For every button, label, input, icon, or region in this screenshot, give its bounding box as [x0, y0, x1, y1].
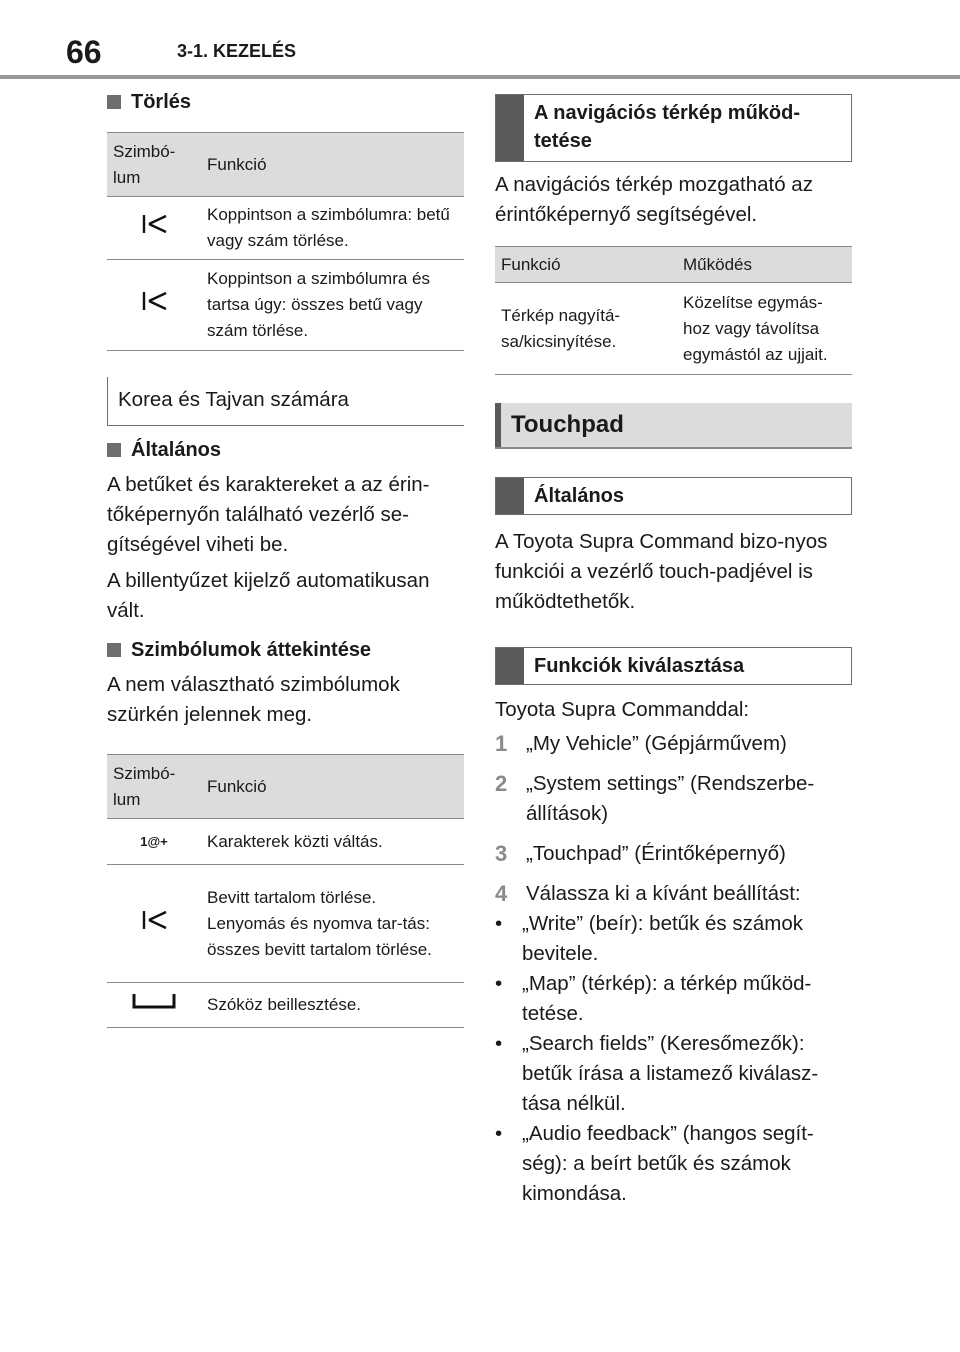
symbol-cell — [107, 260, 201, 351]
function-cell: Szóköz beillesztése. — [201, 983, 464, 1028]
chapter-box-touchpad — [495, 403, 852, 449]
backspace-icon — [139, 288, 169, 314]
chapter-title: 3-1. KEZELÉS — [177, 41, 297, 61]
section-heading-torles — [107, 88, 464, 116]
heading-text: Szimbólumok áttekintése — [131, 639, 372, 661]
symbol-cell — [107, 983, 201, 1028]
table-row — [107, 865, 464, 983]
table-header-symbol: Szimbó-lum — [107, 755, 201, 819]
section-heading-altalanos — [107, 436, 464, 464]
list-item — [495, 969, 852, 1029]
section-heading-szimbolumok — [107, 636, 464, 664]
paragraph: A billentyűzet kijelző automatikusan vált. — [107, 569, 430, 622]
symbols-overview-table — [107, 754, 464, 1028]
step-number: 3 — [495, 841, 508, 866]
step-text: „Touchpad” (Érintőképernyő) — [526, 842, 786, 865]
table-header-function: Funkció — [201, 755, 464, 819]
step-text: Válassza ki a kívánt beállítást: — [526, 882, 801, 905]
map-function-table — [495, 246, 852, 375]
symbol-cell — [107, 197, 201, 260]
table-header-symbol: Szimbó-lum — [107, 133, 201, 197]
list-item — [495, 1119, 852, 1209]
chapter-title: Touchpad — [511, 411, 624, 438]
function-cell: Térkép nagyítá-sa/kicsinyítése. — [495, 283, 677, 375]
square-bullet-icon — [107, 95, 121, 109]
bullet-icon: • — [495, 1032, 503, 1055]
symbol-cell — [107, 865, 201, 983]
symbol-cell — [107, 819, 201, 865]
korea-taiwan-box: Korea és Tajvan számára — [107, 377, 464, 426]
page-header — [0, 0, 960, 80]
paragraph: A betűket és karaktereket a az érin-tőképernyőn található vezérlő se-gítségével viheti be. — [107, 473, 430, 556]
bullet-icon: • — [495, 1122, 503, 1145]
section-title: A navigációs térkép működ-tetése — [534, 102, 800, 152]
bullet-text: „Write” (beír): betűk és számok bevitele. — [522, 912, 803, 965]
character-switch-icon: 1@+ — [140, 834, 168, 849]
list-item — [495, 909, 852, 969]
list-item — [495, 769, 852, 829]
paragraph: A navigációs térkép mozgatható az érintőképernyő segítségével. — [495, 173, 813, 226]
function-cell: Koppintson a szimbólumra és tartsa úgy: összes betű vagy szám törlése. — [201, 260, 464, 351]
section-bar — [496, 95, 524, 161]
operation-cell: Közelítse egymás-hoz vagy távolítsa egymástól az ujjait. — [677, 283, 852, 375]
step-text: „System settings” (Rendszerbe-állítások) — [526, 772, 815, 825]
delete-symbols-table — [107, 132, 464, 351]
section-box-altalanos — [495, 477, 852, 515]
table-row — [495, 283, 852, 375]
bullet-icon: • — [495, 912, 503, 935]
step-text: „My Vehicle” (Gépjárművem) — [526, 732, 787, 755]
step-number: 2 — [495, 771, 508, 796]
header-rule — [0, 75, 960, 79]
space-bar-icon — [131, 991, 177, 1011]
table-header-function: Funkció — [495, 247, 677, 283]
list-item — [495, 879, 852, 909]
step-number: 1 — [495, 731, 508, 756]
bullet-text: „Audio feedback” (hangos segít-ség): a beírt betűk és számok kimondása. — [522, 1122, 814, 1205]
list-item — [495, 729, 852, 759]
table-header-operation: Működés — [677, 247, 852, 283]
paragraph: Toyota Supra Commanddal: — [495, 698, 750, 721]
page-number: 66 — [66, 34, 102, 70]
square-bullet-icon — [107, 643, 121, 657]
table-row — [107, 197, 464, 260]
table-row — [107, 260, 464, 351]
function-cell: Koppintson a szimbólumra: betű vagy szám törlése. — [201, 197, 464, 260]
table-header-function: Funkció — [201, 133, 464, 197]
table-row — [107, 819, 464, 865]
section-title: Általános — [534, 485, 625, 507]
heading-text: Általános — [131, 439, 222, 461]
backspace-icon — [139, 907, 169, 933]
table-row — [107, 983, 464, 1028]
backspace-icon — [139, 211, 169, 237]
list-item — [495, 839, 852, 869]
function-cell: Karakterek közti váltás. — [201, 819, 464, 865]
step-number: 4 — [495, 881, 508, 906]
section-title: Funkciók kiválasztása — [534, 655, 745, 677]
paragraph: A nem választható szimbólumok szürkén jelennek meg. — [107, 673, 400, 726]
bullet-icon: • — [495, 972, 503, 995]
list-item — [495, 1029, 852, 1119]
section-bar — [496, 478, 524, 514]
function-cell: Bevitt tartalom törlése. Lenyomás és nyomva tar-tás: összes bevitt tartalom törlése. — [201, 865, 464, 983]
left-column — [107, 88, 464, 1028]
square-bullet-icon — [107, 443, 121, 457]
section-box-funkciok — [495, 647, 852, 685]
section-bar — [496, 648, 524, 684]
bullet-text: „Map” (térkép): a térkép működ-tetése. — [522, 972, 812, 1025]
paragraph: A Toyota Supra Command bizo-nyos funkciói a vezérlő touch-padjével is működtethetők. — [495, 530, 828, 613]
heading-text: Törlés — [131, 91, 192, 113]
right-column — [495, 94, 852, 1209]
bullet-text: „Search fields” (Keresőmezők): betűk írása a listamező kiválasz-tása nélkül. — [522, 1032, 819, 1115]
section-box-navigation — [495, 94, 852, 162]
